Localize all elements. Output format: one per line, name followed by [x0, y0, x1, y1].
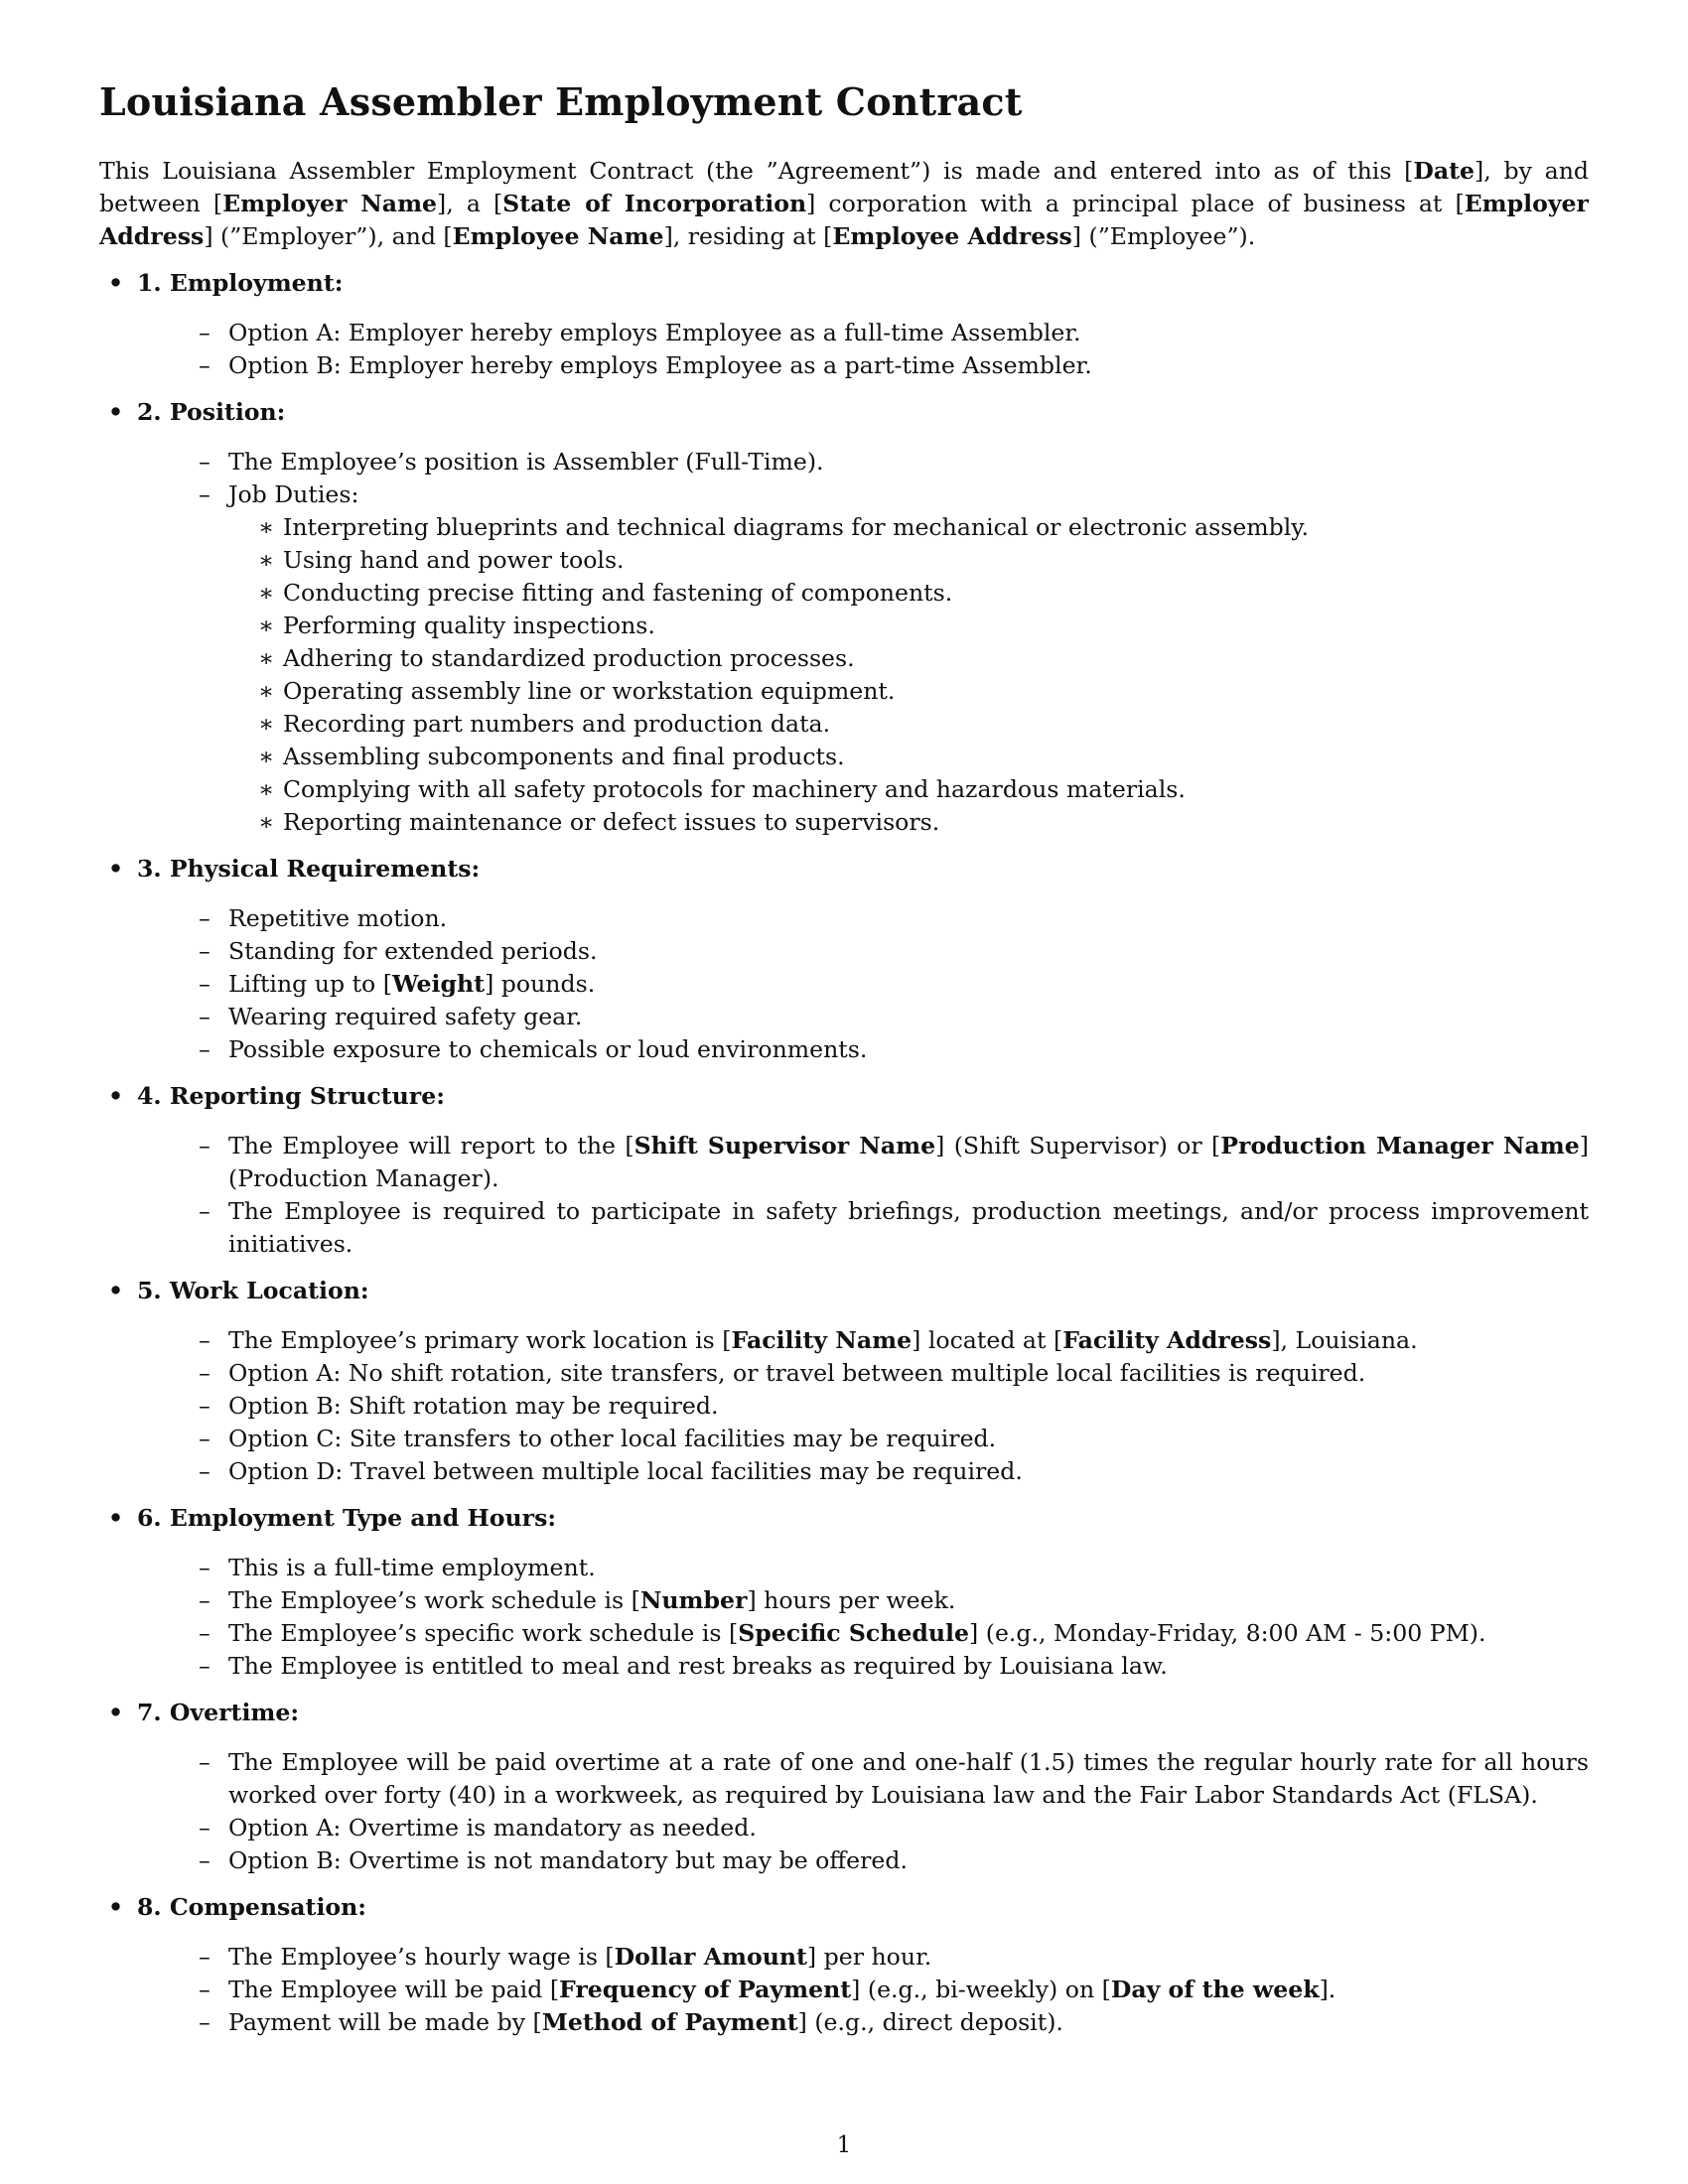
item-text: The Employee’s work schedule is [ [228, 1586, 640, 1614]
list-item: – Option B: Employer hereby employs Employee as a part-time Assembler. [199, 349, 1589, 382]
section-heading: • 3. Physical Requirements: [129, 853, 1589, 886]
shift-supervisor-placeholder: Shift Supervisor Name [633, 1132, 936, 1160]
list-item [199, 1584, 1589, 1617]
item-text: ] located at [ [912, 1326, 1063, 1354]
sections-list [99, 267, 1589, 2039]
intro-text: ] corporation with a principal place of business at [ [806, 190, 1465, 217]
list-item: – Option A: Overtime is mandatory as needed. [199, 1812, 1589, 1844]
list-item: – The Employee’s position is Assembler (Full-Time). [199, 446, 1589, 478]
dollar-amount-placeholder: Dollar Amount [614, 1943, 807, 1971]
job-duties-label: Job Duties: [228, 480, 359, 508]
item-text: The Employee’s hourly wage is [ [228, 1943, 615, 1971]
list-item: – Option D: Travel between multiple local facilities may be required. [199, 1455, 1589, 1488]
section-items [99, 446, 1589, 839]
day-of-week-placeholder: Day of the week [1110, 1976, 1320, 2003]
list-item: – Repetitive motion. [199, 902, 1589, 935]
list-item [199, 1941, 1589, 1974]
duty-item: ∗ Complying with all safety protocols for machinery and hazardous materials. [258, 773, 1589, 806]
item-text: The Employee’s specific work schedule is [ [228, 1619, 739, 1647]
section-heading: • 4. Reporting Structure: [129, 1080, 1589, 1113]
intro-text: ] (”Employee”). [1071, 222, 1256, 250]
item-text: The Employee will report to the [ [228, 1132, 634, 1160]
intro-text: ], a [ [437, 190, 503, 217]
item-text: Payment will be made by [ [228, 2008, 542, 2036]
item-text: ] per hour. [806, 1943, 932, 1971]
intro-text: ], residing at [ [663, 222, 833, 250]
duty-item: ∗ Assembling subcomponents and final products. [258, 741, 1589, 773]
duty-item: ∗ Conducting precise fitting and fastening of components. [258, 577, 1589, 610]
section-items [99, 1552, 1589, 1683]
section-physical-requirements [99, 853, 1589, 1066]
employee-name-placeholder: Employee Name [452, 222, 664, 250]
section-heading: • 5. Work Location: [129, 1275, 1589, 1307]
list-item: – This is a full-time employment. [199, 1552, 1589, 1584]
list-item [199, 1974, 1589, 2006]
section-heading: • 1. Employment: [129, 267, 1589, 300]
section-heading: • 7. Overtime: [129, 1697, 1589, 1729]
duty-item: ∗ Recording part numbers and production data. [258, 708, 1589, 741]
job-duties-list [228, 511, 1589, 839]
section-reporting-structure [99, 1080, 1589, 1261]
production-manager-placeholder: Production Manager Name [1220, 1132, 1580, 1160]
list-item: – Wearing required safety gear. [199, 1001, 1589, 1033]
section-employment [99, 267, 1589, 382]
list-item: – Option A: No shift rotation, site transfers, or travel between multiple local facilities is required. [199, 1357, 1589, 1390]
duty-item: ∗ Reporting maintenance or defect issues to supervisors. [258, 806, 1589, 839]
list-item [199, 2006, 1589, 2039]
section-overtime [99, 1697, 1589, 1877]
employee-address-placeholder: Employee Address [832, 222, 1072, 250]
duty-item: ∗ Using hand and power tools. [258, 544, 1589, 577]
list-item [199, 1130, 1589, 1195]
list-item: – Option A: Employer hereby employs Employee as a full-time Assembler. [199, 317, 1589, 349]
intro-paragraph [99, 155, 1589, 253]
section-items [99, 902, 1589, 1066]
item-text: ], Louisiana. [1271, 1326, 1418, 1354]
section-employment-type [99, 1502, 1589, 1683]
document-page [99, 77, 1589, 2053]
employer-name-placeholder: Employer Name [222, 190, 438, 217]
hours-placeholder: Number [639, 1586, 748, 1614]
duty-item: ∗ Performing quality inspections. [258, 610, 1589, 642]
list-item: – Possible exposure to chemicals or loud environments. [199, 1033, 1589, 1066]
date-placeholder: Date [1413, 157, 1476, 185]
payment-method-placeholder: Method of Payment [541, 2008, 798, 2036]
item-text: ] (e.g., bi-weekly) on [ [851, 1976, 1111, 2003]
list-item: – Standing for extended periods. [199, 935, 1589, 968]
duty-item: ∗ Operating assembly line or workstation equipment. [258, 675, 1589, 708]
facility-name-placeholder: Facility Name [731, 1326, 913, 1354]
intro-text: ] (”Employer”), and [ [204, 222, 453, 250]
section-position [99, 396, 1589, 839]
list-item: – Option C: Site transfers to other local facilities may be required. [199, 1423, 1589, 1455]
item-text: ] (Production Manager). [228, 1132, 1589, 1192]
section-heading: • 6. Employment Type and Hours: [129, 1502, 1589, 1535]
section-compensation [99, 1891, 1589, 2039]
section-items [99, 1130, 1589, 1261]
item-text: ] (e.g., Monday-Friday, 8:00 AM - 5:00 PM). [969, 1619, 1486, 1647]
item-text: ]. [1319, 1976, 1336, 2003]
section-heading: • 8. Compensation: [129, 1891, 1589, 1924]
list-item [199, 1324, 1589, 1357]
list-item: – The Employee is required to participate in safety briefings, production meetings, and/or process improvement initiatives. [199, 1195, 1589, 1261]
item-text: The Employee will be paid [ [228, 1976, 560, 2003]
intro-text: ], by and between [ [99, 157, 1589, 217]
weight-placeholder: Weight [391, 970, 486, 998]
facility-address-placeholder: Facility Address [1062, 1326, 1272, 1354]
list-item: – The Employee will be paid overtime at a rate of one and one-half (1.5) times the regular hourly rate for all hours worked over forty (40) in a workweek, as required by Louisiana law and the Fair Labor Standards Act (FLSA). [199, 1746, 1589, 1812]
duty-item: ∗ Interpreting blueprints and technical diagrams for mechanical or electronic assembly. [258, 511, 1589, 544]
intro-text: This Louisiana Assembler Employment Contract (the ”Agreement”) is made and entered into as of this [ [99, 157, 1414, 185]
schedule-placeholder: Specific Schedule [738, 1619, 970, 1647]
section-heading: • 2. Position: [129, 396, 1589, 429]
section-items [99, 317, 1589, 382]
item-text: ] hours per week. [747, 1586, 956, 1614]
employer-address-placeholder: Employer Address [99, 190, 1589, 250]
list-item: – Option B: Overtime is not mandatory but may be offered. [199, 1844, 1589, 1877]
section-work-location [99, 1275, 1589, 1488]
list-item: – The Employee is entitled to meal and rest breaks as required by Louisiana law. [199, 1650, 1589, 1683]
list-item [199, 968, 1589, 1001]
section-items [99, 1941, 1589, 2039]
item-text: Lifting up to [ [228, 970, 392, 998]
duty-item: ∗ Adhering to standardized production processes. [258, 642, 1589, 675]
item-text: The Employee’s primary work location is [ [228, 1326, 732, 1354]
section-items [99, 1324, 1589, 1488]
item-text: ] (Shift Supervisor) or [ [935, 1132, 1221, 1160]
payment-frequency-placeholder: Frequency of Payment [559, 1976, 852, 2003]
job-duties-item [199, 478, 1589, 839]
page-number: 1 [836, 2132, 852, 2158]
item-text: ] (e.g., direct deposit). [797, 2008, 1063, 2036]
section-items [99, 1746, 1589, 1877]
document-title: Louisiana Assembler Employment Contract [99, 79, 1023, 124]
list-item [199, 1617, 1589, 1650]
item-text: ] pounds. [485, 970, 596, 998]
state-placeholder: State of Incorporation [502, 190, 807, 217]
list-item: – Option B: Shift rotation may be required. [199, 1390, 1589, 1423]
